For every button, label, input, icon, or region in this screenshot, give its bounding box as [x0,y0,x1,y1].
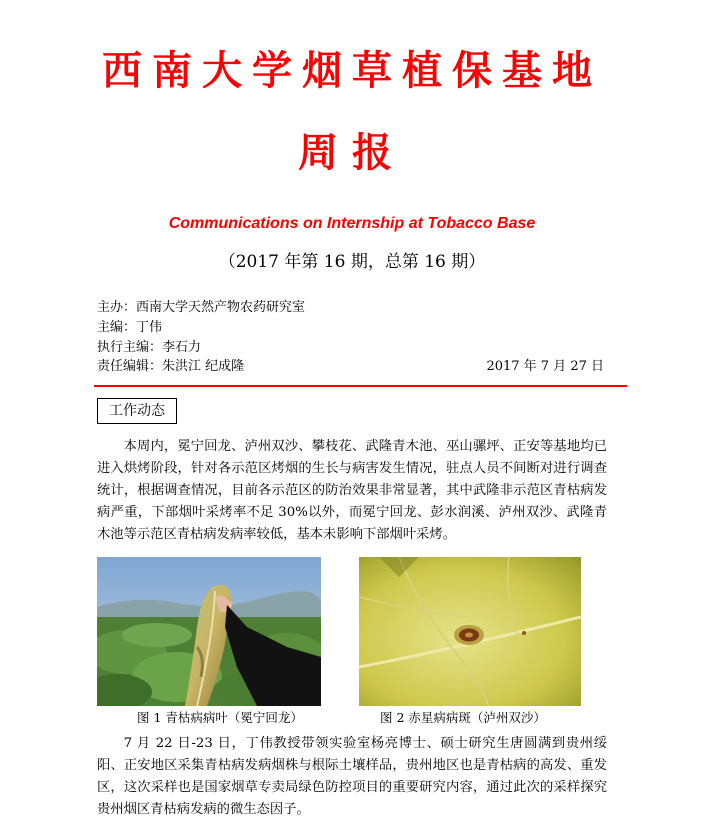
masthead-subtitle: 周报 [298,129,406,176]
figure-1-caption: 图 1 青枯病病叶（冕宁回龙） [137,710,303,725]
paragraph-1: 本周内，冕宁回龙、泸州双沙、攀枝花、武隆青木池、巫山骡坪、正安等基地均已进入烘烤阶段，针对各示范区烤烟的生长与病害发生情况，驻点人员不间断对进行调查统计，根据调查情况，目前各示范区的防治效果非常显著，其中武隆非示范区青枯病发病严重，下部烟叶采烤率不足 30%以外，而冕宁回龙、彭水润溪、泸州双沙、武隆青木池等示范区青枯病发病率较低，基本未影响下部烟叶采烤。 [97,439,607,542]
masthead-title: 西南大学烟草植保基地 [102,47,602,94]
meta-exec-editor: 执行主编：李石力 [97,340,202,355]
issue-number: （2017 年第 16 期，总第 16 期） [218,252,486,272]
english-title: Communications on Internship at Tobacco Base [168,215,536,232]
meta-date: 2017 年 7 月 27 日 [486,359,604,374]
figure-1-photo [97,557,321,706]
figure-2-caption: 图 2 赤星病病斑（泸州双沙） [380,710,546,725]
meta-resp-editor: 责任编辑：朱洪江 纪成隆 [97,359,245,374]
header-divider [94,385,627,387]
section-heading: 工作动态 [97,398,177,424]
figure-2-photo [359,557,581,706]
paragraph-2: 7 月 22 日-23 日，丁伟教授带领实验室杨亮博士、硕士研究生唐圆满到贵州绥阳、正安地区采集青枯病发病烟株与根际土壤样品，贵州地区也是青枯病的高发、重发区，这次采样也是国家烟草专卖局绿色防控项目的重要研究内容，通过此次的采样探究贵州烟区青枯病发病的微生态因子。 [97,736,607,817]
meta-host: 主办：西南大学天然产物农药研究室 [97,300,306,315]
meta-editor: 主编：丁伟 [97,320,163,335]
